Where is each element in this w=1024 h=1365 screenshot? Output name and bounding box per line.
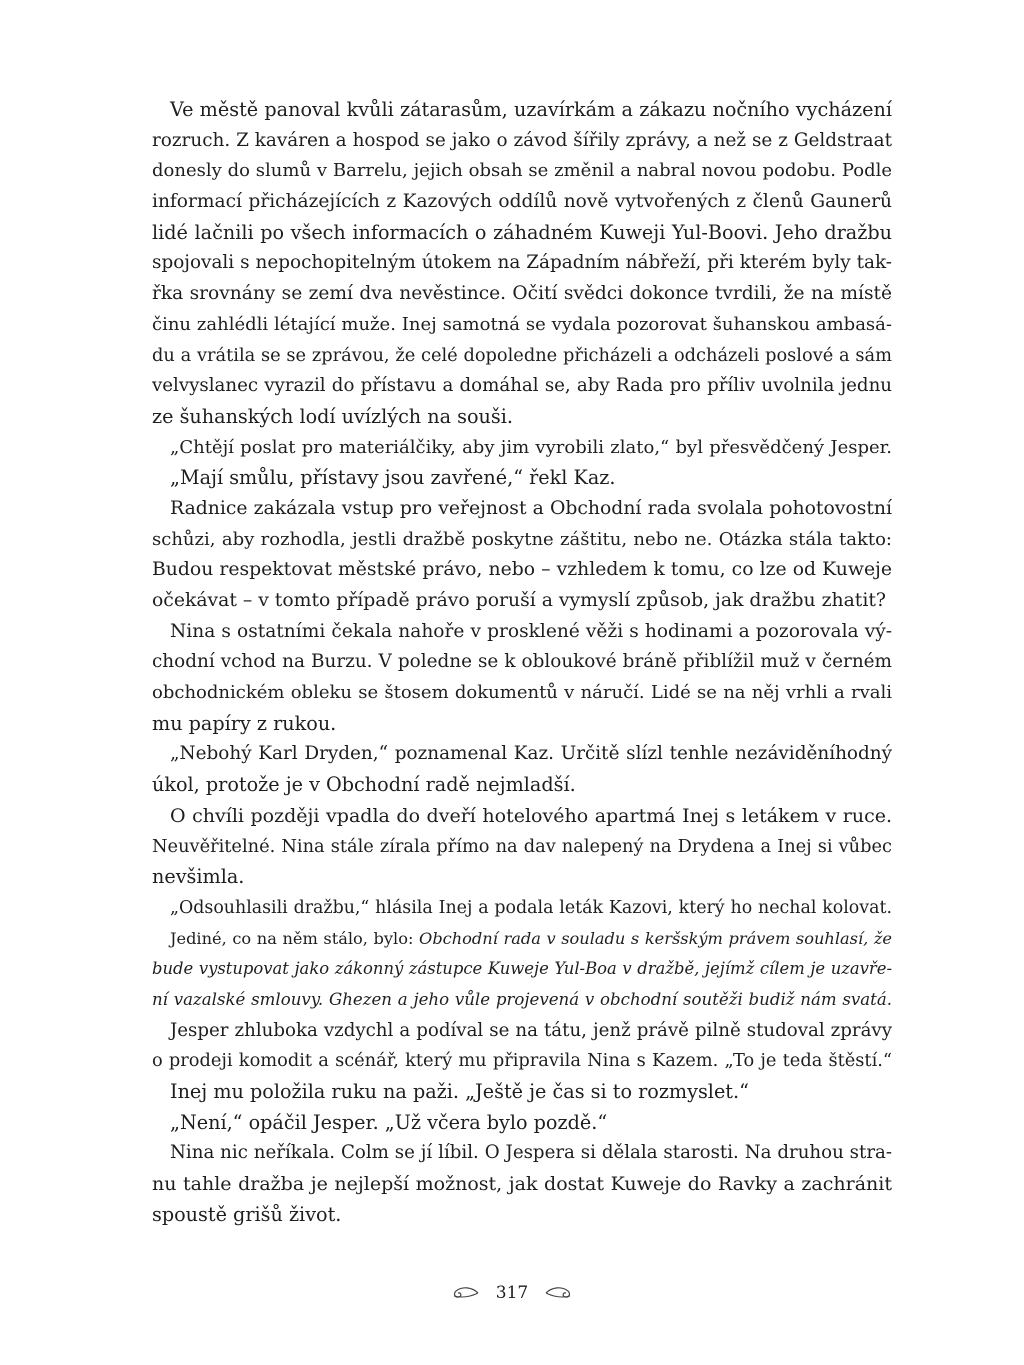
text-line: [152, 862, 892, 893]
text-line: [152, 1138, 892, 1169]
text-line-content: o prodeji komodit a scénář, který mu připravila Nina s Kazem. „To je teda štěstí.“: [152, 1050, 892, 1072]
text-line: [152, 494, 892, 525]
text-line-content: nu tahle dražba je nejlepší možnost, jak dostat Kuweje do Ravky a zachránit: [152, 1173, 892, 1196]
text-line: [152, 310, 892, 341]
text-line: [152, 156, 892, 187]
text-line-content: „Mají smůlu, přístavy jsou zavřené,“ řekl Kaz.: [170, 466, 616, 490]
text-line: [152, 832, 892, 863]
text-line-content: mu papíry z rukou.: [152, 711, 337, 735]
text-line: [152, 709, 892, 740]
page-number: 317: [495, 1282, 529, 1303]
text-line-content: Budou respektovat městské právo, nebo – vzhledem k tomu, co lze od Kuweje: [152, 559, 892, 581]
text-line: [152, 525, 892, 556]
text-line-content: „Odsouhlasili dražbu,“ hlásila Inej a podala leták Kazovi, který ho nechal kolovat.: [170, 897, 892, 918]
text-line: [152, 739, 892, 770]
page-footer: [0, 1280, 1024, 1305]
text-line-content: chodní vchod na Burzu. V poledne se k obloukové bráně přiblížil muž v černém: [152, 651, 892, 673]
text-line: [152, 1016, 892, 1047]
text-line-content: rozruch. Z kaváren a hospod se jako o závod šířily zprávy, a než se z Geldstraat: [152, 129, 892, 151]
text-line: [152, 1077, 892, 1108]
text-line-content: schůzi, aby rozhodla, jestli dražbě poskytne záštitu, nebo ne. Otázka stála takto:: [152, 528, 892, 550]
text-line-content: Jesper zhluboka vzdychl a podíval se na tátu, jenž právě pilně studoval zprávy: [170, 1019, 892, 1041]
text-line-content: Ve městě panoval kvůli zátarasům, uzavírkám a zákazu nočního vycházení: [170, 98, 892, 121]
text-line: [152, 1108, 892, 1139]
text-line-content: obchodnickém obleku se štosem dokumentů v náručí. Lidé se na něj vrhli a rvali: [152, 682, 892, 704]
text-line: [152, 954, 892, 985]
text-line-content: „Není,“ opáčil Jesper. „Už včera bylo pozdě.“: [170, 1110, 608, 1134]
text-line: [152, 1200, 892, 1231]
italic-quote: Obchodní rada v souladu s keršským právem souhlasí, že: [419, 928, 892, 948]
text-line-content: „Nebohý Karl Dryden,“ poznamenal Kaz. Určitě slízl tenhle nezáviděníhodný: [170, 743, 892, 765]
text-line-content: O chvíli později vpadla do dveří hotelového apartmá Inej s letákem v ruce.: [170, 804, 892, 827]
text-line: [152, 402, 892, 433]
text-line-content: informací přicházejících z Kazových oddílů nově vytvořených z členů Gaunerů: [152, 191, 892, 213]
text-line-content: „Chtějí poslat pro materiálčiky, aby jim vyrobili zlato,“ byl přesvědčený Jesper.: [170, 436, 892, 458]
text-line-content: Radnice zakázala vstup pro veřejnost a Obchodní rada svolala pohotovostní: [170, 497, 892, 519]
text-line: [152, 433, 892, 464]
text-line: [152, 770, 892, 801]
text-line-content: Nina nic neříkala. Colm se jí líbil. O Jespera si dělala starosti. Na druhou stra-: [170, 1142, 892, 1164]
text-line: [152, 801, 892, 832]
text-line-content: donesly do slumů v Barrelu, jejich obsah se změnil a nabral novou podobu. Podle: [152, 160, 892, 182]
text-line-content: činu zahlédli létající muže. Inej samotná se vydala pozorovat šuhanskou ambasá-: [152, 313, 892, 335]
text-line-content: lidé lačnili po všech informacích o záhadném Kuweji Yul-Boovi. Jeho dražbu: [152, 220, 892, 244]
text-line: [152, 279, 892, 310]
text-line-content: nevšimla.: [152, 865, 245, 889]
text-line-content: velvyslanec vyrazil do přístavu a domáhal se, aby Rada pro příliv uvolnila jednu: [152, 375, 892, 397]
text-line: [152, 463, 892, 494]
text-line: [152, 1046, 892, 1077]
body-text: [152, 95, 892, 1230]
text-line-content: úkol, protože je v Obchodní radě nejmladší.: [152, 773, 576, 797]
text-line-content: očekávat – v tomto případě právo poruší a vymyslí způsob, jak dražbu zhatit?: [152, 590, 886, 611]
right-flourish-icon: [544, 1285, 574, 1301]
text-line: [152, 647, 892, 678]
text-line: [152, 586, 892, 617]
text-line-content: spoustě grišů život.: [152, 1202, 342, 1226]
italic-quote: ní vazalské smlouvy. Ghezen a jeho vůle projevená v obchodní soutěži budiž nám svatá.: [152, 989, 892, 1009]
text-line-content: Nina s ostatními čekala nahoře v prosklené věži s hodinami a pozorovala vý-: [170, 620, 892, 642]
text-line-content: Neuvěřitelné. Nina stále zírala přímo na dav nalepený na Drydena a Inej si vůbec: [152, 835, 892, 857]
left-flourish-icon: [450, 1285, 480, 1301]
text-line: [152, 187, 892, 218]
text-line-content: du a vrátila se se zprávou, že celé dopoledne přicházeli a odcházeli poslové a sám: [152, 344, 892, 366]
italic-quote: bude vystupovat jako zákonný zástupce Kuweje Yul-Boa v dražbě, jejímž cílem je uzavře-: [152, 959, 892, 979]
text-line: [152, 371, 892, 402]
text-line-content: Jediné, co na něm stálo, bylo:: [170, 928, 420, 948]
text-line-content: ze šuhanských lodí uvízlých na souši.: [152, 404, 514, 428]
text-line: [152, 617, 892, 648]
text-line-content: Inej mu položila ruku na paži. „Ještě je čas si to rozmyslet.“: [170, 1080, 749, 1103]
text-line: [152, 893, 892, 924]
text-line: [152, 555, 892, 586]
text-line: [152, 126, 892, 157]
text-line: [152, 1169, 892, 1200]
text-line: [152, 985, 892, 1016]
text-line-content: spojovali s nepochopitelným útokem na Západním nábřeží, při kterém byly tak-: [152, 252, 892, 274]
text-line: [152, 218, 892, 249]
text-line: [152, 341, 892, 372]
text-line: [152, 248, 892, 279]
text-line: [152, 924, 892, 955]
text-line-content: řka srovnány se zemí dva nevěstince. Očití svědci dokonce tvrdili, že na místě: [152, 283, 892, 305]
text-line: [152, 678, 892, 709]
text-line: [152, 95, 892, 126]
